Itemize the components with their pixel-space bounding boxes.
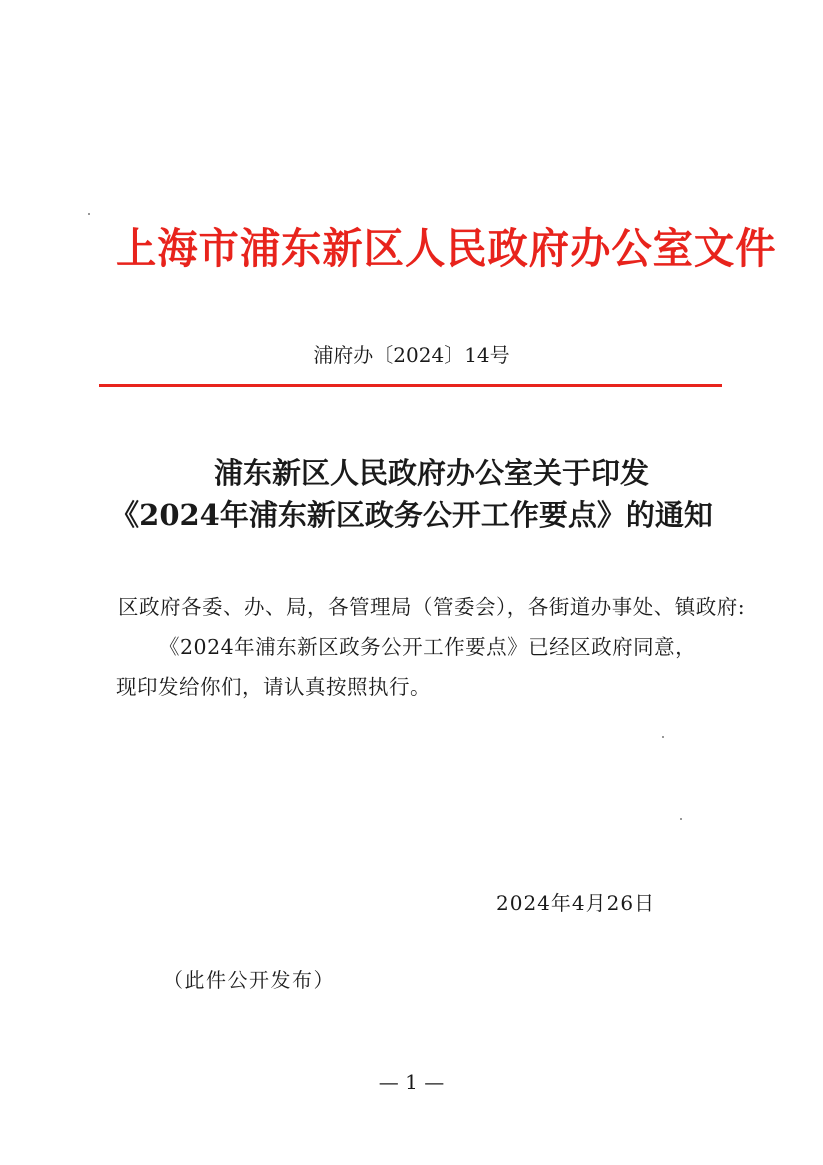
document-title-line-1: 浦东新区人民政府办公室关于印发 [213, 456, 649, 490]
issuing-authority-header: 上海市浦东新区人民政府办公室文件 [116, 224, 777, 273]
publication-note: （此件公开发布） [163, 968, 335, 992]
red-divider-line [99, 384, 722, 387]
document-number: 浦府办〔2024〕14号 [313, 343, 510, 367]
body-paragraph-line-1: 《2024年浦东新区政务公开工作要点》已经区政府同意， [159, 635, 697, 659]
scan-speck [88, 213, 90, 215]
issue-date: 2024年4月26日 [496, 891, 656, 915]
body-paragraph-line-2: 现印发给你们，请认真按照执行。 [116, 675, 431, 699]
page-number: — 1 — [378, 1070, 445, 1094]
scan-speck [680, 818, 682, 820]
document-title-line-2: 《2024年浦东新区政务公开工作要点》的通知 [110, 498, 713, 532]
scan-speck [662, 736, 664, 738]
addressee-line: 区政府各委、办、局，各管理局（管委会），各街道办事处、镇政府: [118, 595, 746, 619]
